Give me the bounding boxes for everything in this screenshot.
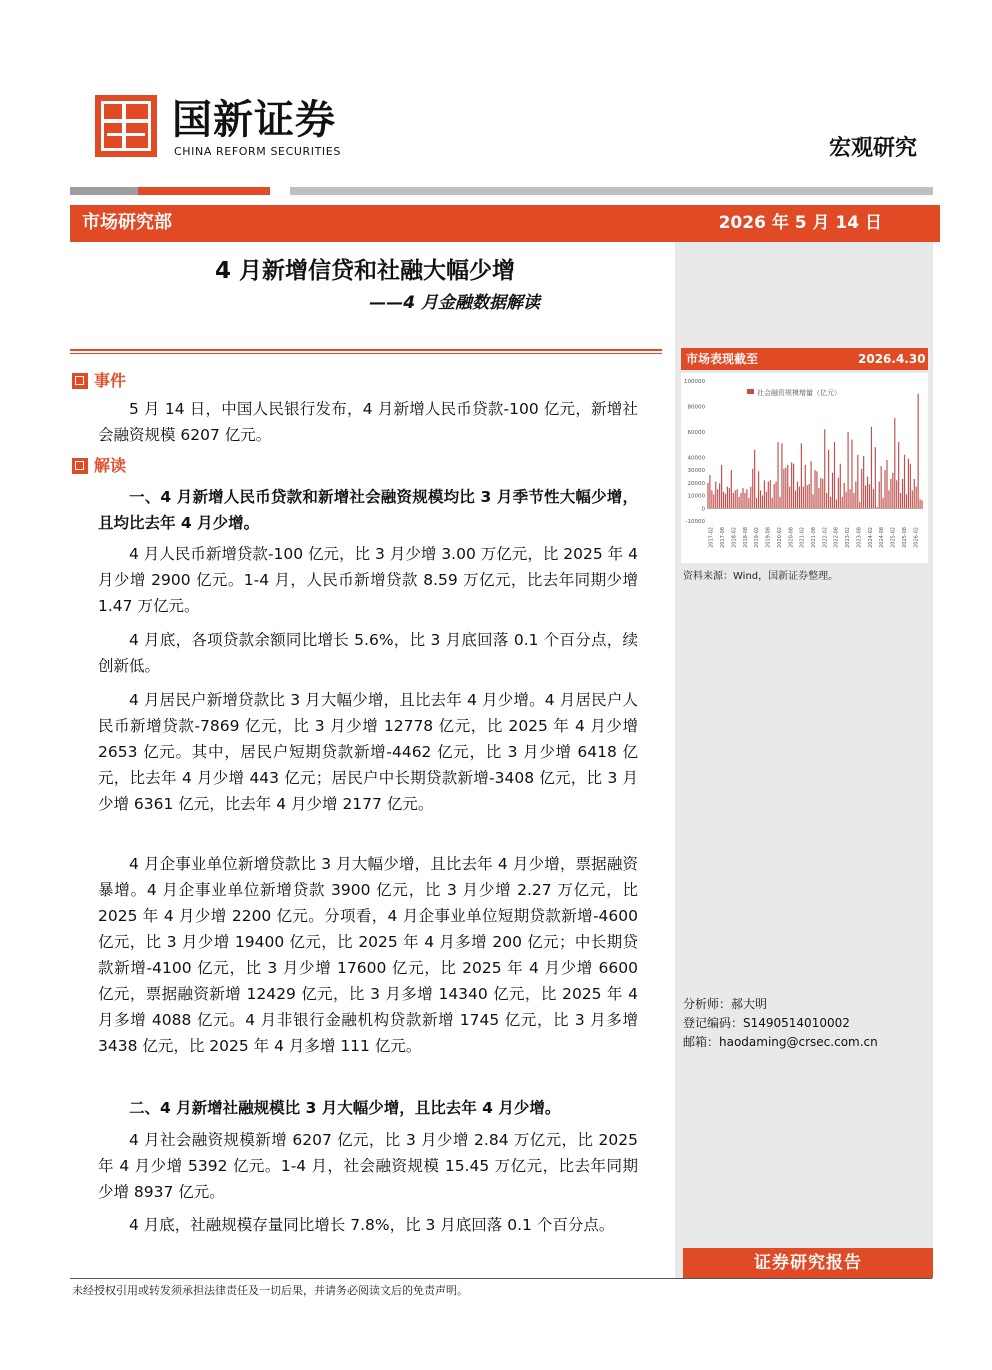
chart-bar bbox=[826, 493, 827, 508]
chart-bar bbox=[867, 476, 868, 508]
paragraph-enterprise: 4 月企事业单位新增贷款比 3 月大幅少增，且比去年 4 月少增，票据融资暴增。4 月企事业单位新增贷款 3900 亿元，比 3 月少增 2.27 万亿元，比 2025 年 4 月少增 2200 亿元。分项看，4 月企事业单位短期贷款新增-4600 亿元，比 3 月少增 19400 亿元，比 2025 年 4 月多增 200 亿元；中长期贷款新增-4100 亿元，比 3 月少增 17600 亿元，比 2025 年 4 月少增 6600 亿元，票据融资新增 12429 亿元，比 3 月多增 14340 亿元，比 2025 年 4 月多增 4088 亿元。4 月非银行金融机构贷款新增 1745 亿元，比 3 月多增 3438 亿元，比 2025 年 4 月多增 111 亿元。 bbox=[98, 855, 638, 1055]
chart-bar bbox=[779, 497, 780, 508]
chart-bar bbox=[807, 485, 808, 508]
chart-bar bbox=[811, 461, 812, 508]
chart-bar bbox=[725, 494, 726, 509]
y-tick-label: 0 bbox=[701, 506, 705, 513]
chart-bar bbox=[875, 447, 876, 508]
chart-bar bbox=[879, 482, 880, 509]
x-tick-label: 2026-02 bbox=[913, 527, 920, 548]
chart-bar bbox=[920, 499, 921, 508]
chart-bar bbox=[916, 487, 917, 509]
chart-bar bbox=[740, 493, 741, 508]
social-financing-chart bbox=[681, 373, 928, 563]
chart-bar bbox=[799, 487, 800, 509]
chart-bar bbox=[881, 466, 882, 508]
chart-bar bbox=[737, 489, 738, 508]
report-subtitle: ——4 月金融数据解读 bbox=[369, 293, 540, 313]
chart-bar bbox=[865, 485, 866, 508]
chart-bar bbox=[921, 500, 922, 508]
chart-bar bbox=[803, 487, 804, 509]
heading-two: 二、4 月新增社融规模比 3 月大幅少增，且比去年 4 月少增。 bbox=[129, 1099, 561, 1117]
y-tick-label: 30000 bbox=[687, 468, 705, 475]
analyst-email[interactable]: 邮箱：haodaming@crsec.com.cn bbox=[683, 1035, 878, 1049]
chart-bar bbox=[776, 482, 777, 509]
x-tick-label: 2021-02 bbox=[799, 527, 806, 548]
x-tick-label: 2020-08 bbox=[788, 527, 795, 548]
x-tick-label: 2018-08 bbox=[742, 527, 749, 548]
chart-bar bbox=[709, 475, 710, 508]
title-divider bbox=[70, 349, 662, 351]
section-interpretation-heading: 解读 bbox=[72, 455, 126, 477]
market-label: 市场表现截至 bbox=[686, 352, 759, 366]
report-date: 2026 年 5 月 14 日 bbox=[718, 213, 882, 233]
chart-bar bbox=[777, 442, 778, 508]
x-tick-label: 2022-08 bbox=[833, 527, 840, 548]
chart-bar bbox=[855, 482, 856, 509]
chart-bar bbox=[914, 479, 915, 508]
analyst-info bbox=[683, 995, 878, 1052]
chart-bar bbox=[787, 465, 788, 508]
chart-bar bbox=[727, 487, 728, 509]
chart-bar bbox=[772, 498, 773, 508]
department-name: 市场研究部 bbox=[82, 212, 172, 233]
chart-bar bbox=[908, 459, 909, 509]
chart-bar bbox=[793, 464, 794, 509]
chart-bar bbox=[912, 490, 913, 508]
report-title: 4 月新增信贷和社融大幅少增 bbox=[214, 258, 515, 284]
chart-source: 资料来源：Wind，国新证券整理。 bbox=[683, 571, 839, 582]
analyst-registration: 登记编码：S1490514010002 bbox=[683, 1016, 850, 1030]
chart-bar bbox=[906, 494, 907, 508]
chart-bar bbox=[884, 470, 885, 508]
x-tick-label: 2023-08 bbox=[856, 527, 863, 548]
x-tick-label: 2025-08 bbox=[901, 527, 908, 548]
chart-bar bbox=[789, 487, 790, 509]
chart-bar bbox=[816, 471, 817, 508]
chart-bar bbox=[717, 489, 718, 508]
chart-bar bbox=[851, 440, 852, 509]
paragraph-loans: 4 月人民币新增贷款-100 亿元，比 3 月少增 3.00 万亿元，比 2025 年 4 月少增 2900 亿元。1-4 月，人民币新增贷款 8.59 万亿元，比去年同期少增 1.47 万亿元。 bbox=[98, 545, 638, 615]
chart-bar bbox=[768, 482, 769, 509]
chart-bar bbox=[785, 468, 786, 509]
x-tick-label: 2024-08 bbox=[879, 527, 886, 548]
chart-bar bbox=[733, 493, 734, 508]
y-tick-label: 20000 bbox=[687, 480, 705, 487]
x-tick-label: 2021-08 bbox=[811, 527, 817, 548]
chart-bar bbox=[791, 462, 792, 508]
logo-mark-icon bbox=[95, 95, 157, 157]
paragraph-household: 4 月居民户新增贷款比 3 月大幅少增，且比去年 4 月少增。4 月居民户人民币新增贷款-7869 亿元，比 3 月少增 12778 亿元，比 2025 年 4 月少增 2653 亿元。其中，居民户短期贷款新增-4462 亿元，比 3 月少增 6418 亿元，比去年 4 月少增 443 亿元；居民户中长期贷款新增-3408 亿元，比 3 月少增 6361 亿元，比去年 4 月少增 2177 亿元。 bbox=[98, 691, 638, 813]
chart-bar bbox=[842, 497, 843, 508]
chart-bar bbox=[762, 496, 763, 509]
chart-bar bbox=[715, 482, 716, 509]
y-tick-label: 60000 bbox=[687, 429, 705, 436]
report-category: 宏观研究 bbox=[828, 136, 917, 161]
chart-bar bbox=[760, 490, 761, 508]
market-date: 2026.4.30 bbox=[858, 352, 926, 366]
chart-bar bbox=[723, 492, 724, 509]
chart-bar bbox=[746, 489, 747, 508]
y-tick-label: 100000 bbox=[684, 379, 705, 385]
chart-bar bbox=[735, 490, 736, 508]
chart-bar bbox=[890, 479, 891, 508]
chart-bar bbox=[824, 429, 825, 508]
chart-bar bbox=[840, 464, 841, 509]
chart-bar bbox=[863, 456, 864, 508]
chart-bar bbox=[766, 492, 767, 509]
chart-bar bbox=[871, 427, 872, 508]
chart-bar bbox=[774, 484, 775, 508]
chart-bar bbox=[892, 473, 893, 509]
section-bullet-icon bbox=[72, 458, 88, 474]
chart-bar bbox=[797, 482, 798, 509]
chart-bar bbox=[731, 470, 732, 508]
chart-bar bbox=[781, 443, 782, 508]
chart-bar bbox=[894, 418, 895, 508]
paragraph-social-financing: 4 月社会融资规模新增 6207 亿元，比 3 月少增 2.84 万亿元，比 2025 年 4 月少增 5392 亿元。1-4 月，社会融资规模 15.45 万亿元，比去年同期少增 8937 亿元。 bbox=[98, 1131, 638, 1201]
analyst-name: 分析师：郝大明 bbox=[683, 997, 768, 1011]
x-tick-label: 2023-02 bbox=[845, 527, 852, 548]
x-tick-label: 2017-02 bbox=[708, 527, 715, 548]
chart-bar bbox=[846, 492, 847, 509]
chart-bar bbox=[744, 493, 745, 508]
chart-bar bbox=[896, 480, 897, 508]
chart-bar bbox=[822, 479, 823, 508]
chart-bar bbox=[848, 432, 849, 508]
logo-english-name: CHINA REFORM SECURITIES bbox=[174, 145, 341, 158]
y-tick-label: 80000 bbox=[687, 404, 705, 411]
chart-bar bbox=[783, 469, 784, 508]
chart-bar bbox=[859, 502, 860, 508]
chart-bar bbox=[707, 483, 708, 508]
chart-bar bbox=[861, 469, 862, 508]
chart-bar bbox=[902, 479, 903, 508]
y-tick-label: -10000 bbox=[685, 519, 705, 525]
chart-bar bbox=[904, 455, 905, 508]
top-accent-bar-left bbox=[70, 187, 138, 195]
chart-bar bbox=[764, 480, 765, 508]
chart-bar bbox=[729, 488, 730, 508]
chart-bar bbox=[849, 489, 850, 508]
x-tick-label: 2019-02 bbox=[754, 527, 761, 548]
chart-bar bbox=[770, 480, 771, 508]
event-text: 5 月 14 日，中国人民银行发布，4 月新增人民币贷款-100 亿元，新增社会融资规模 6207 亿元。 bbox=[98, 400, 638, 444]
x-tick-label: 2017-08 bbox=[720, 527, 727, 548]
chart-bar bbox=[713, 494, 714, 508]
chart-container bbox=[681, 373, 928, 563]
chart-bar bbox=[756, 498, 757, 508]
top-grey-bar bbox=[290, 187, 933, 195]
chart-bar bbox=[805, 465, 806, 508]
chart-bar bbox=[814, 470, 815, 508]
chart-bar bbox=[754, 450, 755, 509]
chart-bar bbox=[883, 498, 884, 508]
x-tick-label: 2020-02 bbox=[776, 527, 783, 548]
y-tick-label: 10000 bbox=[687, 493, 705, 500]
chart-bar bbox=[809, 484, 810, 508]
chart-bar bbox=[898, 442, 899, 508]
chart-bar bbox=[877, 507, 878, 508]
chart-bar bbox=[918, 394, 919, 509]
chart-bar bbox=[910, 464, 911, 509]
chart-bar bbox=[719, 483, 720, 508]
chart-bar bbox=[721, 465, 722, 508]
chart-bar bbox=[838, 478, 839, 509]
x-tick-label: 2024-02 bbox=[867, 527, 874, 548]
report-type: 证券研究报告 bbox=[754, 1253, 862, 1273]
chart-bar bbox=[873, 489, 874, 508]
chart-bar bbox=[836, 499, 837, 508]
chart-bar bbox=[801, 443, 802, 508]
chart-bar bbox=[853, 493, 854, 508]
chart-bar bbox=[752, 469, 753, 508]
paragraph-loan-balance: 4 月底，各项贷款余额同比增长 5.6%，比 3 月底回落 0.1 个百分点，续创新低。 bbox=[98, 631, 638, 675]
chart-bar bbox=[886, 460, 887, 508]
chart-bar bbox=[748, 498, 749, 508]
logo-chinese-name: 国新证券 bbox=[172, 97, 336, 143]
legend-swatch bbox=[747, 389, 754, 394]
chart-bar bbox=[828, 450, 829, 509]
chart-bar bbox=[818, 488, 819, 508]
chart-bar bbox=[750, 487, 751, 509]
chart-bar bbox=[832, 473, 833, 509]
chart-bar bbox=[795, 490, 796, 508]
chart-bar bbox=[820, 478, 821, 509]
chart-bar bbox=[834, 442, 835, 508]
x-tick-label: 2025-02 bbox=[890, 527, 897, 548]
x-tick-label: 2019-08 bbox=[765, 527, 772, 548]
legend-label: 社会融资规模增量（亿元） bbox=[757, 389, 841, 397]
chart-bar bbox=[711, 490, 712, 508]
footer-divider bbox=[70, 1278, 932, 1279]
title-divider-thin bbox=[70, 353, 662, 354]
y-tick-label: 40000 bbox=[687, 455, 705, 462]
section-event-heading: 事件 bbox=[72, 370, 126, 392]
disclaimer: 未经授权引用或转发须承担法律责任及一切后果，并请务必阅读文后的免责声明。 bbox=[72, 1284, 468, 1297]
chart-bar bbox=[742, 488, 743, 508]
chart-bar bbox=[812, 494, 813, 508]
chart-bar bbox=[758, 471, 759, 508]
chart-bar bbox=[857, 455, 858, 508]
chart-bar bbox=[844, 483, 845, 508]
chart-bar bbox=[739, 497, 740, 508]
chart-bar bbox=[869, 484, 870, 508]
chart-bar bbox=[900, 493, 901, 508]
x-tick-label: 2022-02 bbox=[822, 527, 829, 548]
heading-one: 一、4 月新增人民币贷款和新增社会融资规模均比 3 月季节性大幅少增，且均比去年 4 月少增。 bbox=[98, 488, 638, 532]
chart-bar bbox=[830, 497, 831, 508]
chart-bar bbox=[888, 490, 889, 508]
x-tick-label: 2018-02 bbox=[731, 527, 738, 548]
paragraph-sf-stock: 4 月底，社融规模存量同比增长 7.8%，比 3 月底回落 0.1 个百分点。 bbox=[129, 1216, 615, 1234]
section-bullet-icon bbox=[72, 373, 88, 389]
